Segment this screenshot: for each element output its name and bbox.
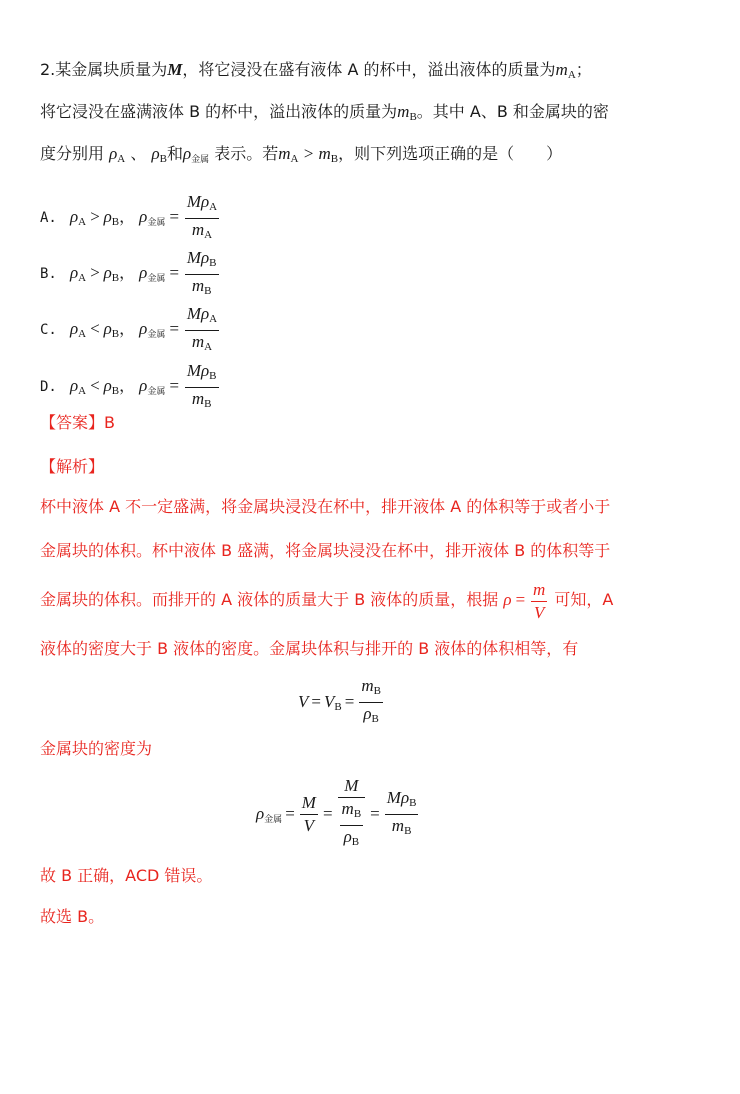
question-text: 。其中 A、B 和金属块的密 xyxy=(416,102,609,121)
option-formula: $\rho_{金属}$ = $\frac{M\rho_B}{m_B}$ xyxy=(139,263,220,282)
option-a[interactable]: A. $\rho_A > \rho_B$， $\rho_{金属}$ = $\frac{M\rho_A}{m_A}$ xyxy=(40,192,221,245)
option-relation: $\rho_A < \rho_B$ xyxy=(70,376,120,398)
question-text: 、 xyxy=(130,144,147,163)
option-d[interactable]: D. $\rho_A < \rho_B$， $\rho_{金属}$ = $\frac{M\rho_B}{m_B}$ xyxy=(40,361,221,414)
option-label: A. xyxy=(40,210,57,227)
question-text: 度分别用 xyxy=(40,144,105,163)
analysis-p1: 杯中液体 A 不一定盛满，将金属块浸没在杯中，排开液体 A 的体积等于或者小于 xyxy=(40,497,611,516)
analysis-p2: 金属块的体积。杯中液体 B 盛满，将金属块浸没在杯中，排开液体 B 的体积等于 xyxy=(40,541,611,560)
question-text: 和 xyxy=(166,144,183,163)
rho-b-symbol: $\rho_B$ xyxy=(151,144,167,165)
question-text: ，将它浸没在盛有液体 A 的杯中，溢出液体的质量为 xyxy=(182,60,556,79)
volume-equation: $V = V_B$ = $\frac{m_B}{\rho_B}$ xyxy=(298,676,385,729)
condition: $m_A > m_B$ xyxy=(278,144,339,165)
question-line-1 xyxy=(40,56,592,89)
question-text: 将它浸没在盛满液体 B 的杯中，溢出液体的质量为 xyxy=(40,102,398,121)
option-c[interactable]: C. $\rho_A < \rho_B$， $\rho_{金属}$ = $\frac{M\rho_A}{m_A}$ xyxy=(40,304,221,357)
mass-symbol: M xyxy=(167,60,183,79)
option-relation: $\rho_A > \rho_B$ xyxy=(70,207,120,229)
option-label: C. xyxy=(40,322,57,339)
question-line-3 xyxy=(40,140,562,174)
metal-density-equation: $\rho_{金属}$ = $\frac{M}{V}$ = $\frac{M}{\frac{m_B}{\rho_B}}$ = $\frac{M\rho_B}{m_B}$ xyxy=(256,776,420,852)
question-line-2 xyxy=(40,98,609,131)
answer-heading: 【答案】 xyxy=(40,413,105,432)
option-formula: $\rho_{金属}$ = $\frac{M\rho_B}{m_B}$ xyxy=(139,376,220,395)
option-label: D. xyxy=(40,379,57,396)
option-relation: $\rho_A > \rho_B$ xyxy=(70,263,120,285)
analysis-p6: 故 B 正确，ACD 错误。 xyxy=(40,866,213,885)
analysis-heading: 【解析】 xyxy=(40,457,105,476)
analysis-p5: 金属块的密度为 xyxy=(40,739,153,758)
question-text: ； xyxy=(575,60,592,79)
option-formula: $\rho_{金属}$ = $\frac{M\rho_A}{m_A}$ xyxy=(139,319,221,338)
answer-value: B xyxy=(104,413,115,432)
question-text: 2.某金属块质量为 xyxy=(40,60,168,79)
rho-a-symbol: $\rho_A$ xyxy=(109,144,126,165)
question-text: ，则下列选项正确的是（ ） xyxy=(338,144,563,163)
mass-a-symbol: $m_A$ xyxy=(555,60,576,81)
answer-line xyxy=(40,410,115,436)
mass-b-symbol: $m_B$ xyxy=(397,102,417,123)
analysis-p4: 液体的密度大于 B 液体的密度。金属块体积与排开的 B 液体的体积相等，有 xyxy=(40,639,579,658)
density-formula: ρ = $\frac{m}{V}$ xyxy=(503,579,546,622)
option-b[interactable]: B. $\rho_A > \rho_B$， $\rho_{金属}$ = $\frac{M\rho_B}{m_B}$ xyxy=(40,248,221,301)
option-relation: $\rho_A < \rho_B$ xyxy=(70,319,120,341)
option-label: B. xyxy=(40,266,57,283)
option-formula: $\rho_{金属}$ = $\frac{M\rho_A}{m_A}$ xyxy=(139,207,221,226)
analysis-p3: 金属块的体积。而排开的 A 液体的质量大于 B 液体的质量，根据 ρ = $\frac{m}{V}$ 可知，A xyxy=(40,579,614,622)
question-text: 表示。若 xyxy=(214,144,279,163)
analysis-p7: 故选 B。 xyxy=(40,907,105,926)
rho-metal-symbol: $\rho_{金属}$ xyxy=(182,144,210,165)
